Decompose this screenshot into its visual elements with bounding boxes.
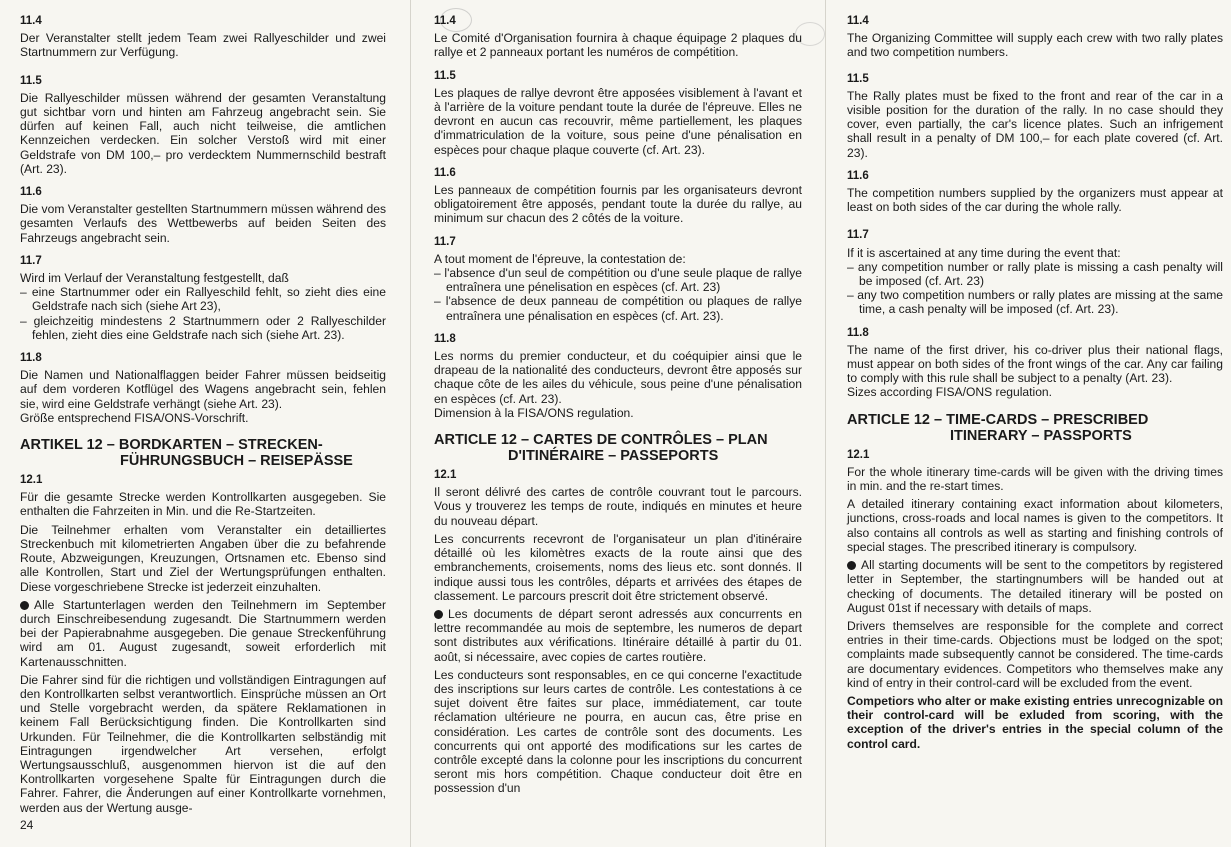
paragraph bbox=[20, 598, 386, 669]
paragraph: A tout moment de l'épreuve, la contestation de: bbox=[434, 251, 686, 266]
section-number: 11.4 bbox=[20, 15, 42, 27]
paragraph: Die Namen und Nationalflaggen beider Fahrer müssen beidseitig auf dem vorderen Kotflügel des Wagens angebracht sein, fehlen sie, wird eine Geldstrafe verhängt (siehe Art. 23). bbox=[20, 368, 386, 411]
section-number: 11.6 bbox=[434, 166, 456, 179]
section-number: 11.7 bbox=[20, 254, 42, 267]
paragraph: Für die gesamte Strecke werden Kontrollkarten ausgegeben. Sie enthalten die Fahrzeiten in Min. und die Re-Startzeiten. bbox=[20, 490, 386, 519]
column-english bbox=[847, 14, 1223, 760]
section-number: 11.8 bbox=[20, 352, 42, 365]
paragraph: Les norms du premier conducteur, et du coéquipier ainsi que le drapeau de la nationalité des conducteurs, devront être apposés sur chaque côte de les ailes du véhicule, sous peine d'une pénalisation en espèces (cf. Art. 23). bbox=[434, 349, 802, 406]
paragraph bbox=[847, 558, 1223, 615]
section-11-4 bbox=[847, 14, 1223, 60]
bullet-icon bbox=[20, 601, 29, 610]
paragraph: Die Fahrer sind für die richtigen und vollständigen Eintragungen auf den Kontrollkarten selbst verantwortlich. Einsprüche müssen an Ort und Stelle vorgebracht werden, da spätere Reklamationen in keinem Fall Berücksichtigung finden. Die Kontrollkarten sind Urkunden. Für Teilnehmer, die die Kontrollkarten selbständig mit Eintragungen irgendwelcher Art versehen, erfolgt Wertungsausschluß, ausgenommen hiervon ist die auf den Kontrollkarten vorgesehene Spalte für Eintragungen durch die Fahrer. Fahrer, die Änderungen auf einer Kontrollkarte vornehmen, werden aus der Wertung ausge- bbox=[20, 672, 386, 815]
article-heading-line: ARTICLE 12 – CARTES DE CONTRÔLES – PLAN bbox=[434, 432, 768, 449]
column-divider bbox=[825, 0, 826, 847]
paragraph: A detailed itinerary containing exact information about kilometers, junctions, cross-roads and local names is given to the competitors. It also contains all controls as well as starting and finishing controls of special stages. The prescribed itinerary is compulsory. bbox=[847, 497, 1223, 554]
column-french bbox=[434, 14, 802, 805]
bullet-icon bbox=[847, 561, 856, 570]
section-11-5 bbox=[847, 72, 1223, 160]
section-11-8 bbox=[434, 332, 802, 420]
section-number: 12.1 bbox=[847, 448, 870, 461]
article-heading-line: ARTIKEL 12 – BORDKARTEN – STRECKEN- bbox=[20, 437, 323, 454]
paragraph: Die vom Veranstalter gestellten Startnummern müssen während des gesamten Verlaufs des Wettbewerbs auf beiden Seiten des Fahrzeugs angebracht sein. bbox=[20, 202, 386, 245]
paragraph: Les conducteurs sont responsables, en ce qui concerne l'exactitude des inscriptions sur leurs cartes de contrôle. Les contestations à ce sujet doivent être faites sur place, immédiatement, car toute réclamation ultérieure ne pourra, en aucun cas, être prise en considération. Les cartes de contrôle sont des documents. Les concurrents qui ont apporté des modifications sur les cartes de contrôle excepté dans la colonne pour les inscriptions du concurrent seront mis hors compétition. Chaque conducteur doit être en possession d'un bbox=[434, 667, 802, 796]
section-11-5 bbox=[434, 69, 802, 157]
paragraph: Größe entsprechend FISA/ONS-Vorschrift. bbox=[20, 410, 249, 425]
section-11-6 bbox=[434, 166, 802, 226]
article-heading-line: ARTICLE 12 – TIME-CARDS – PRESCRIBED bbox=[847, 411, 1149, 428]
article-heading-line: FÜHRUNGSBUCH – REISEPÄSSE bbox=[120, 453, 353, 470]
bullet-icon bbox=[434, 610, 443, 619]
list-item: – l'absence d'un seul de compétition ou d'une seule plaque de rallye entraînera une pénelisation en espèces (cf. Art. 23) bbox=[434, 266, 802, 295]
section-number: 11.6 bbox=[847, 169, 869, 182]
section-number: 11.8 bbox=[847, 326, 869, 339]
paragraph: The name of the first driver, his co-driver plus their national flags, must appear on both sides of the front wings of the car. Any car failing to comply with this rule shall be subject to a penalty (Art. 23). bbox=[847, 342, 1223, 386]
paragraph-text: All starting documents will be sent to the competitors by registered letter in September, the startingnumbers will be handed out at checking of documents. The detailed itinerary will be posted on August 01st if necessary with details of maps. bbox=[847, 558, 1223, 615]
section-number: 11.5 bbox=[20, 74, 42, 87]
section-11-7 bbox=[20, 254, 386, 342]
paragraph: Der Veranstalter stellt jedem Team zwei Rallyeschilder und zwei Startnummern zur Verfügung. bbox=[20, 31, 386, 60]
section-11-6 bbox=[20, 185, 386, 245]
section-11-7 bbox=[847, 228, 1223, 316]
section-11-4 bbox=[434, 14, 802, 60]
paragraph bbox=[434, 607, 802, 664]
paragraph: Il seront délivré des cartes de contrôle couvrant tout le parcours. Vous y trouverez les temps de route, indiqués en minutes et heure du nouveau départ. bbox=[434, 485, 802, 528]
list-item: – eine Startnummer oder ein Rallyeschild fehlt, so zieht dies eine Geldstrafe nach sich (siehe Art 23), bbox=[20, 285, 386, 314]
paragraph: The Rally plates must be fixed to the front and rear of the car in a visible position for the duration of the rally. In no case should they cover, even partially, the car's licence plates. Such an infrigement shall result in a penalty of DM 100,– for each plate covered (cf. Art. 23). bbox=[847, 88, 1223, 160]
list-item: – gleichzeitig mindestens 2 Startnummern oder 2 Rallyeschilder fehlen, zieht dies eine Geldstrafe nach sich (siehe Art. 23). bbox=[20, 313, 386, 342]
section-number: 11.4 bbox=[847, 15, 869, 27]
list-item: – l'absence de deux panneau de compétition ou plaques de rallye entraînera une pénalisation en espèces (cf. Art. 23). bbox=[434, 294, 802, 323]
section-11-7 bbox=[434, 235, 802, 323]
paragraph: Le Comité d'Organisation fournira à chaque équipage 2 plaques du rallye et 2 panneaux portant les numéros de compétition. bbox=[434, 31, 802, 60]
paragraph: Wird im Verlauf der Veranstaltung festgestellt, daß bbox=[20, 271, 289, 286]
section-11-4 bbox=[20, 14, 386, 60]
column-german bbox=[20, 14, 386, 824]
section-number: 12.1 bbox=[434, 469, 457, 482]
paragraph: Die Rallyeschilder müssen während der gesamten Veranstaltung gut sichtbar vorn und hinten am Fahrzeug angebracht sein. Sie dürfen auf keinen Fall, auch nicht teilweise, die amtlichen Kennzeichen verdecken. Ein solcher Verstoß wird mit einer Geldstrafe von DM 100,– pro verdecktem Nummernschild bestraft (Art. 23). bbox=[20, 90, 386, 176]
paragraph: Die Teilnehmer erhalten vom Veranstalter ein detailliertes Streckenbuch mit kilometrierten Angaben über die zu befahrende Route, Abzweigungen, Kreuzungen, Ortsnamen etc. Ebenso sind alle Kontrollen, Start und Ziel der Wertungsprüfungen enthalten. Diese vorgeschriebene Strecke ist jederzeit einzuhalten. bbox=[20, 522, 386, 594]
column-divider bbox=[410, 0, 411, 847]
section-11-5 bbox=[20, 74, 386, 176]
paragraph-text: Alle Startunterlagen werden den Teilnehmern im September durch Einschreibesendung zugesandt. Die Startnummern werden bei der Papierabnahme ausgegeben. Die genaue Streckenführung wird am 01. August zugesandt, soweit erforderlich mit Kartenausschnitten. bbox=[20, 597, 386, 669]
section-number: 11.5 bbox=[847, 72, 869, 85]
paragraph: Competiors who alter or make existing entries unrecognizable on their control-card will be exluded from scoring, with the exception of the driver's entries in the special column of the control card. bbox=[847, 693, 1223, 751]
article-heading bbox=[847, 412, 1223, 444]
paragraph: Drivers themselves are responsible for the complete and correct entries in their time-cards. Objections must be lodged on the spot; complaints made subsequently cannot be considered. The time-cards are documentary evidences. Competitors who themselves make any kind of entry in their control-card will be excluded from the event. bbox=[847, 618, 1223, 690]
paragraph: Les plaques de rallye devront être apposées visiblement à l'avant et à l'arrière de la voiture pendant toute la durée de l'épreuve. Elles ne devront en aucun cas recouvrir, même partiellement, les plaques d'immatriculation de la voiture, sous peine d'une pénalisation en espèces pour chaque plaque couverte (cf. Art. 23). bbox=[434, 85, 802, 157]
section-11-8 bbox=[847, 326, 1223, 400]
paragraph: The Organizing Committee will supply each crew with two rally plates and two competition numbers. bbox=[847, 31, 1223, 60]
paragraph: The competition numbers supplied by the organizers must appear at least on both sides of the car during the whole rally. bbox=[847, 186, 1223, 215]
page-number: 24 bbox=[20, 818, 34, 832]
section-number: 11.8 bbox=[434, 332, 456, 345]
paragraph: Dimension à la FISA/ONS regulation. bbox=[434, 405, 634, 420]
article-heading bbox=[20, 437, 386, 469]
paragraph: Les panneaux de compétition fournis par les organisateurs devront obligatoirement être apposés, pendant toute la durée du rallye, au minimum sur chacun des 2 côtés de la voiture. bbox=[434, 183, 802, 226]
section-12-1 bbox=[847, 448, 1223, 751]
section-11-8 bbox=[20, 351, 386, 425]
list-item: – any two competition numbers or rally plates are missing at the same time, a cash penalty will be imposed (cf. Art. 23). bbox=[847, 288, 1223, 317]
section-11-6 bbox=[847, 169, 1223, 215]
article-heading bbox=[434, 432, 802, 464]
paragraph: Les concurrents recevront de l'organisateur un plan d'itinéraire détaillé où les kilomètres exacts de la route ainsi que des embranchements, croisements, noms des lieus etc. sont donnés. Il indique aussi tous les contrôles, départs et arrivées des étapes de classement. Le parcours prescrit doit être strictement observé. bbox=[434, 531, 802, 603]
section-number: 11.4 bbox=[434, 15, 456, 27]
list-item: – any competition number or rally plate is missing a cash penalty will be imposed (cf. Art. 23) bbox=[847, 259, 1223, 289]
paragraph: For the whole itinerary time-cards will be given with the driving times in min. and the re-start times. bbox=[847, 464, 1223, 494]
article-heading-line: D'ITINÉRAIRE – PASSEPORTS bbox=[508, 448, 719, 465]
section-number: 11.7 bbox=[434, 235, 456, 248]
section-number: 12.1 bbox=[20, 474, 43, 487]
paragraph: If it is ascertained at any time during the event that: bbox=[847, 245, 1121, 260]
section-number: 11.5 bbox=[434, 69, 456, 82]
paragraph-text: Les documents de départ seront adressés aux concurrents en lettre recommandée au mois de septembre, les numeros de depart sont distributes aux vérifications. Itinéraire détaillé à partir du 01. août, si nécessaire, avec copies de cartes routière. bbox=[434, 606, 802, 664]
section-number: 11.6 bbox=[20, 186, 42, 199]
section-12-1 bbox=[434, 468, 802, 795]
paragraph: Sizes according FISA/ONS regulation. bbox=[847, 385, 1053, 400]
article-heading-line: ITINERARY – PASSPORTS bbox=[950, 427, 1132, 444]
section-number: 11.7 bbox=[847, 229, 869, 242]
section-12-1 bbox=[20, 473, 386, 815]
